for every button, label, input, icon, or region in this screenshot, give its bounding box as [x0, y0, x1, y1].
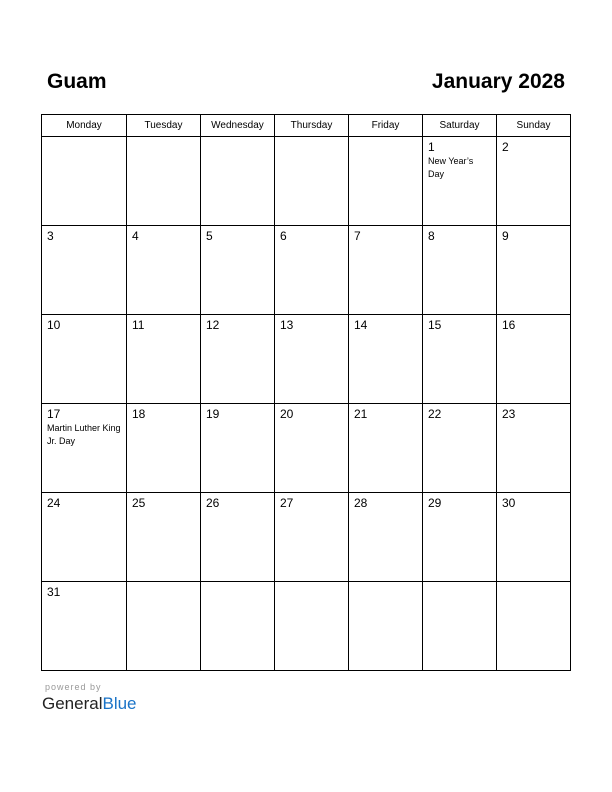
day-number: 14: [354, 318, 368, 332]
week-row: [42, 493, 571, 582]
day-number: 21: [354, 407, 368, 421]
day-number: 22: [428, 407, 442, 421]
day-cell: [127, 226, 201, 315]
day-cell: [201, 315, 275, 404]
holiday-label: Martin Luther King Jr. Day: [47, 423, 121, 446]
week-row: [42, 226, 571, 315]
day-cell: [42, 315, 127, 404]
weekday-friday: Friday: [349, 115, 423, 137]
day-cell: [349, 404, 423, 493]
day-number: 5: [206, 229, 213, 243]
day-number: 24: [47, 496, 61, 510]
region-title: Guam: [47, 70, 107, 93]
day-cell: [275, 315, 349, 404]
calendar-grid: [41, 114, 571, 671]
day-cell: [423, 226, 497, 315]
day-cell: [423, 493, 497, 582]
day-cell: [201, 582, 275, 671]
day-number: 25: [132, 496, 146, 510]
day-cell: [201, 493, 275, 582]
weekday-tuesday: Tuesday: [127, 115, 201, 137]
day-cell: [127, 582, 201, 671]
day-number: 9: [502, 229, 509, 243]
day-number: 11: [132, 318, 145, 332]
day-cell: [127, 493, 201, 582]
day-number: 26: [206, 496, 220, 510]
day-number: 23: [502, 407, 516, 421]
day-cell: [349, 493, 423, 582]
day-cell: [275, 582, 349, 671]
day-number: 19: [206, 407, 220, 421]
day-cell: [275, 137, 349, 226]
day-cell: [201, 226, 275, 315]
month-year-title: January 2028: [431, 70, 565, 93]
weekday-saturday: Saturday: [423, 115, 497, 137]
day-number: 13: [280, 318, 294, 332]
day-cell: [497, 137, 571, 226]
day-cell: [349, 582, 423, 671]
day-cell: [497, 315, 571, 404]
day-cell: [127, 137, 201, 226]
day-number: 10: [47, 318, 61, 332]
day-number: 29: [428, 496, 442, 510]
day-cell: [497, 404, 571, 493]
day-number: 12: [206, 318, 220, 332]
day-number: 3: [47, 229, 54, 243]
day-cell: [42, 493, 127, 582]
day-cell: [423, 404, 497, 493]
day-number: 27: [280, 496, 294, 510]
day-cell: [497, 226, 571, 315]
day-cell: [423, 315, 497, 404]
day-cell: [127, 315, 201, 404]
day-number: 8: [428, 229, 435, 243]
weekday-sunday: Sunday: [497, 115, 571, 137]
day-cell: [201, 137, 275, 226]
week-row: [42, 137, 571, 226]
day-number: 4: [132, 229, 139, 243]
weekday-thursday: Thursday: [275, 115, 349, 137]
day-cell: [423, 582, 497, 671]
day-number: 16: [502, 318, 516, 332]
day-number: 17: [47, 407, 61, 421]
week-row: [42, 315, 571, 404]
day-number: 31: [47, 585, 61, 599]
day-number: 1: [428, 140, 435, 154]
day-cell: [42, 582, 127, 671]
day-cell: [275, 404, 349, 493]
day-number: 7: [354, 229, 361, 243]
day-number: 20: [280, 407, 294, 421]
day-cell: [349, 137, 423, 226]
brand-general: General: [42, 694, 103, 713]
brand-blue: Blue: [102, 694, 137, 713]
day-cell: [127, 404, 201, 493]
day-number: 30: [502, 496, 516, 510]
holiday-label: New Year’s Day: [428, 156, 474, 179]
day-number: 18: [132, 407, 146, 421]
weekday-header-row: [42, 115, 571, 137]
weekday-monday: Monday: [42, 115, 127, 137]
week-row: [42, 582, 571, 671]
day-number: 6: [280, 229, 287, 243]
day-number: 28: [354, 496, 368, 510]
day-cell: [42, 404, 127, 493]
week-row: [42, 404, 571, 493]
day-cell: [423, 137, 497, 226]
day-cell: [497, 493, 571, 582]
day-cell: [275, 493, 349, 582]
day-number: 15: [428, 318, 442, 332]
day-cell: [349, 315, 423, 404]
day-cell: [497, 582, 571, 671]
day-cell: [42, 226, 127, 315]
day-cell: [349, 226, 423, 315]
day-cell: [275, 226, 349, 315]
day-number: 2: [502, 140, 509, 154]
day-cell: [42, 137, 127, 226]
day-cell: [201, 404, 275, 493]
powered-by-label: powered by: [45, 682, 102, 692]
weekday-wednesday: Wednesday: [201, 115, 275, 137]
brand-logo: [42, 694, 137, 714]
